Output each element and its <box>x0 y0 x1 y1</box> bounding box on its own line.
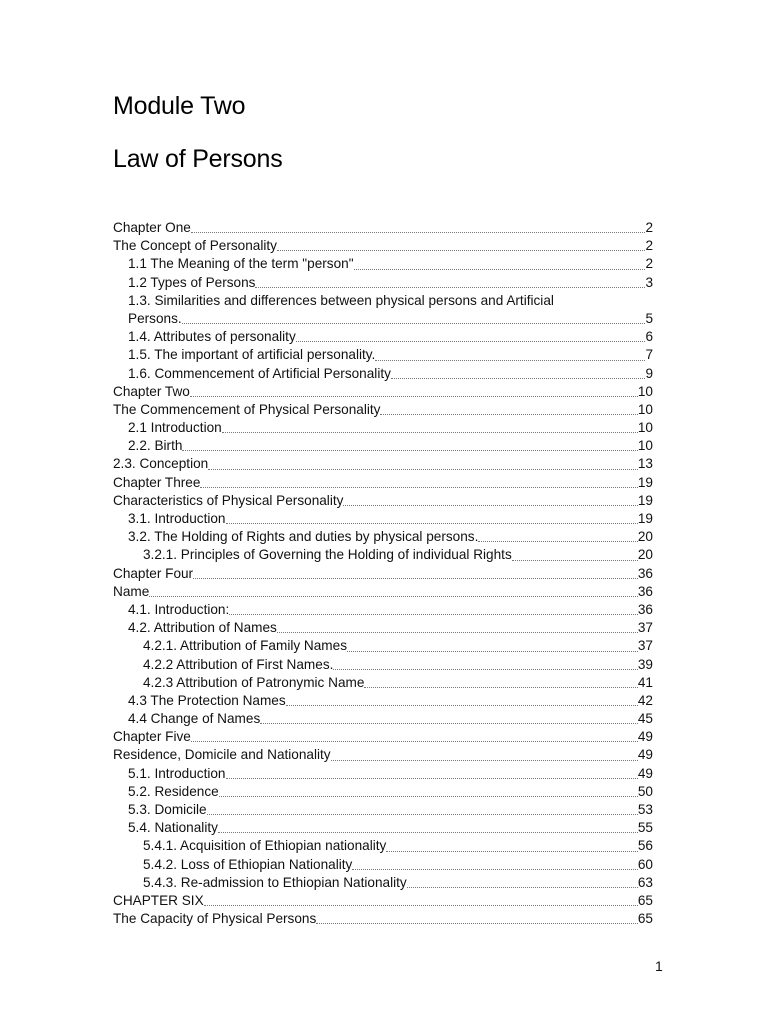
toc-entry[interactable] <box>113 674 653 692</box>
toc-entry-label: Chapter One <box>113 220 191 235</box>
toc-entry[interactable] <box>113 819 653 837</box>
dot-leader <box>386 850 638 852</box>
dot-leader <box>364 686 637 688</box>
toc-entry-label: 4.2.3 Attribution of Patronymic Name <box>143 674 365 690</box>
toc-entry[interactable] <box>113 910 653 928</box>
toc-entry-label: 5.2. Residence <box>128 783 219 799</box>
toc-entry-label: 2.2. Birth <box>128 438 183 454</box>
toc-entry-page: 39 <box>637 656 653 672</box>
toc-entry[interactable] <box>113 765 653 783</box>
dot-leader <box>149 595 638 597</box>
toc-entry[interactable] <box>113 783 653 801</box>
toc-entry[interactable] <box>113 237 653 255</box>
toc-entry[interactable] <box>113 583 653 601</box>
toc-entry-label: CHAPTER SIX <box>113 892 204 908</box>
toc-entry-label: 4.3 The Protection Names <box>128 692 286 708</box>
toc-entry-page: 19 <box>637 492 653 508</box>
toc-entry-page: 49 <box>637 765 653 781</box>
toc-entry-page: 36 <box>637 565 653 581</box>
toc-entry-page: 65 <box>637 911 653 927</box>
dot-leader <box>380 413 637 415</box>
toc-entry-label: 1.4. Attributes of personality <box>128 329 296 345</box>
toc-entry-page: 49 <box>637 747 653 763</box>
toc-entry-page: 10 <box>637 383 653 399</box>
toc-entry-page: 6 <box>645 329 653 345</box>
toc-entry[interactable] <box>113 874 653 892</box>
toc-entry-page: 49 <box>637 729 653 745</box>
toc-entry-label: Chapter Four <box>113 565 194 581</box>
toc-entry[interactable] <box>113 328 653 346</box>
toc-entry-label: Name <box>113 583 150 599</box>
toc-entry-label: 1.5. The important of artificial personality. <box>128 347 376 363</box>
toc-entry[interactable] <box>113 455 653 473</box>
toc-entry[interactable] <box>113 219 653 237</box>
toc-entry-page: 65 <box>637 892 653 908</box>
toc-entry[interactable] <box>113 656 653 674</box>
dot-leader <box>343 504 637 506</box>
toc-entry[interactable] <box>113 383 653 401</box>
toc-entry-page: 5 <box>645 310 653 326</box>
dot-leader <box>316 922 638 924</box>
toc-entry-page: 13 <box>637 456 653 472</box>
toc-entry[interactable] <box>113 856 653 874</box>
toc-entry[interactable] <box>113 255 653 273</box>
dot-leader <box>478 540 638 542</box>
toc-entry-label: 4.2.1. Attribution of Family Names <box>143 638 347 654</box>
toc-entry-page: 3 <box>645 274 653 290</box>
page-number: 1 <box>655 958 663 974</box>
toc-entry-label: 3.2.1. Principles of Governing the Holding of individual Rights <box>143 547 512 563</box>
dot-leader <box>226 522 638 524</box>
dot-leader <box>191 740 638 742</box>
dot-leader <box>354 268 646 270</box>
toc-entry-label: The Concept of Personality <box>113 238 277 254</box>
toc-entry-page: 37 <box>637 620 653 636</box>
toc-entry-label: 5.4. Nationality <box>128 820 218 836</box>
toc-entry-page: 7 <box>645 347 653 363</box>
toc-entry[interactable] <box>113 692 653 710</box>
toc-entry-page: 42 <box>637 692 653 708</box>
toc-entry[interactable] <box>113 801 653 819</box>
dot-leader <box>182 322 646 324</box>
toc-entry-label: 4.1. Introduction: <box>128 601 230 617</box>
toc-entry[interactable] <box>113 419 653 437</box>
toc-entry[interactable] <box>113 619 653 637</box>
toc-entry[interactable] <box>113 292 653 310</box>
toc-entry-label: 2.1 Introduction <box>128 420 222 436</box>
toc-entry-page: 19 <box>637 511 653 526</box>
toc-entry[interactable] <box>113 274 653 292</box>
toc-entry-page: 41 <box>637 674 653 690</box>
toc-entry[interactable] <box>113 474 653 492</box>
dot-leader <box>347 650 638 652</box>
dot-leader <box>375 359 645 361</box>
toc-entry[interactable] <box>113 601 653 619</box>
toc-entry[interactable] <box>113 892 653 910</box>
toc-entry-page: 56 <box>637 838 653 854</box>
dot-leader <box>226 777 638 779</box>
dot-leader <box>277 249 645 251</box>
toc-entry-label: Persons. <box>128 310 182 326</box>
toc-entry-label: 4.4 Change of Names <box>128 711 261 727</box>
toc-entry-page: 36 <box>637 583 653 599</box>
dot-leader <box>219 795 638 797</box>
toc-entry-label: 3.2. The Holding of Rights and duties by physical persons. <box>128 529 479 545</box>
toc-entry-page: 20 <box>637 529 653 545</box>
toc-entry-page: 19 <box>637 474 653 490</box>
dot-leader <box>512 559 638 561</box>
table-of-contents <box>113 219 653 928</box>
dot-leader <box>277 631 638 633</box>
document-title: Law of Persons <box>113 145 283 173</box>
toc-entry-page: 36 <box>637 601 653 617</box>
toc-entry-page: 2 <box>645 238 653 254</box>
toc-entry-label: Chapter Two <box>113 383 190 399</box>
dot-leader <box>352 868 638 870</box>
toc-entry-page: 55 <box>637 820 653 836</box>
toc-entry-page: 2 <box>645 220 653 235</box>
toc-entry-label: 5.3. Domicile <box>128 802 207 817</box>
toc-entry-page: 10 <box>637 420 653 436</box>
dot-leader <box>204 904 638 906</box>
dot-leader <box>229 613 638 615</box>
toc-entry-label: 2.3. Conception <box>113 456 209 472</box>
toc-entry[interactable] <box>113 437 653 455</box>
dot-leader <box>222 431 638 433</box>
toc-entry-label: 5.4.3. Re-admission to Ethiopian Nationality <box>143 874 407 890</box>
toc-entry[interactable] <box>113 837 653 855</box>
dot-leader <box>190 395 638 397</box>
dot-leader <box>193 577 638 579</box>
dot-leader <box>333 668 637 670</box>
toc-entry-page: 63 <box>637 874 653 890</box>
toc-entry-label: Chapter Three <box>113 474 201 490</box>
toc-entry[interactable] <box>113 546 653 564</box>
dot-leader <box>207 813 638 815</box>
toc-entry[interactable] <box>113 528 653 546</box>
dot-leader <box>182 449 637 451</box>
dot-leader <box>391 377 646 379</box>
toc-entry-label: 5.4.1. Acquisition of Ethiopian nationality <box>143 838 387 854</box>
toc-entry-label: 5.1. Introduction <box>128 765 226 781</box>
toc-entry-page: 45 <box>637 711 653 727</box>
toc-entry-page: 9 <box>645 365 653 381</box>
dot-leader <box>286 704 638 706</box>
dot-leader <box>191 231 646 233</box>
toc-entry-label: 1.3. Similarities and differences between physical persons and Artificial <box>128 292 554 308</box>
toc-entry[interactable] <box>113 492 653 510</box>
toc-entry-label: 4.2. Attribution of Names <box>128 620 277 636</box>
toc-entry[interactable] <box>113 401 653 419</box>
toc-entry-label: Residence, Domicile and Nationality <box>113 747 331 763</box>
toc-entry-label: 1.1 The Meaning of the term "person" <box>128 256 354 272</box>
dot-leader <box>260 722 638 724</box>
dot-leader <box>331 759 638 761</box>
toc-entry-label: 5.4.2. Loss of Ethiopian Nationality <box>143 856 353 872</box>
toc-entry-label: Characteristics of Physical Personality <box>113 492 344 508</box>
dot-leader <box>208 468 638 470</box>
toc-entry[interactable] <box>113 310 653 328</box>
module-title: Module Two <box>113 92 246 120</box>
toc-entry[interactable] <box>113 365 653 383</box>
toc-entry-page: 2 <box>645 256 653 272</box>
toc-entry[interactable] <box>113 728 653 746</box>
toc-entry-label: 3.1. Introduction <box>128 511 226 526</box>
toc-entry[interactable] <box>113 710 653 728</box>
toc-entry-page: 60 <box>637 856 653 872</box>
toc-entry[interactable] <box>113 637 653 655</box>
toc-entry-page: 50 <box>637 783 653 799</box>
toc-entry-page: 37 <box>637 638 653 654</box>
toc-entry[interactable] <box>113 346 653 364</box>
toc-entry[interactable] <box>113 565 653 583</box>
toc-entry-label: The Capacity of Physical Persons <box>113 911 317 927</box>
toc-entry-label: 4.2.2 Attribution of First Names. <box>143 656 334 672</box>
toc-entry-page: 10 <box>637 438 653 454</box>
dot-leader <box>218 831 638 833</box>
dot-leader <box>296 340 646 342</box>
dot-leader <box>200 486 637 488</box>
toc-entry-label: 1.6. Commencement of Artificial Personality <box>128 365 391 381</box>
toc-entry-label: The Commencement of Physical Personality <box>113 401 381 417</box>
dot-leader <box>255 286 645 288</box>
dot-leader <box>407 886 638 888</box>
toc-entry-label: Chapter Five <box>113 729 191 745</box>
toc-entry[interactable] <box>113 746 653 764</box>
toc-entry[interactable] <box>113 510 653 528</box>
toc-entry-page: 10 <box>637 401 653 417</box>
toc-entry-page: 53 <box>637 802 653 817</box>
toc-entry-label: 1.2 Types of Persons <box>128 274 256 290</box>
toc-entry-page: 20 <box>637 547 653 563</box>
